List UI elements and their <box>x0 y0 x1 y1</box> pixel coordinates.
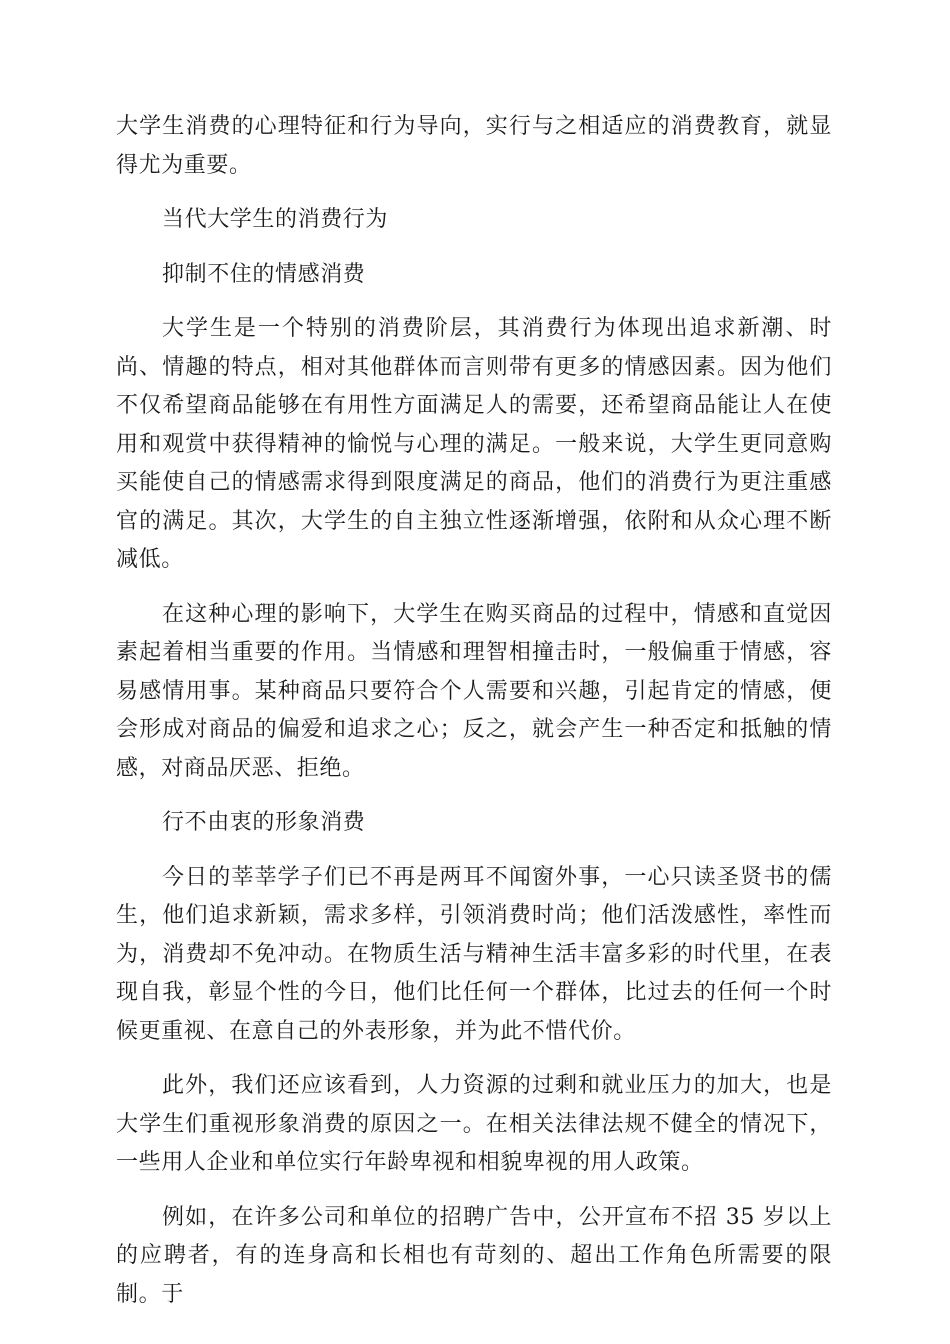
subheading-emotional-consumption: 抑制不住的情感消费 <box>162 261 366 287</box>
subheading-image-consumption: 行不由衷的形象消费 <box>162 810 366 835</box>
paragraph-emotional-2: 在这种心理的影响下，大学生在购买商品的过程中，情感和直觉因素起着相当重要的作用。当情感和理智相撞击时，一般偏重于情感，容易感情用事。某种商品只要符合个人需要和兴趣，引起肯定的情感，便会形成对商品的偏爱和追求之心；反之，就会产生一种否定和抵触的情感，对商品厌恶、拒绝。 <box>116 601 832 781</box>
paragraph-image-3: 例如，在许多公司和单位的招聘广告中，公开宣布不招 35 岁以上的应聘者，有的连身高和长相也有苛刻的、超出工作角色所需要的限制。于 <box>116 1204 832 1307</box>
paragraph-intro: 大学生消费的心理特征和行为导向，实行与之相适应的消费教育，就显得尤为重要。 <box>116 114 832 178</box>
paragraph-image-1: 今日的莘莘学子们已不再是两耳不闻窗外事，一心只读圣贤书的儒生，他们追求新颖，需求多样，引领消费时尚；他们活泼感性，率性而为，消费却不免冲动。在物质生活与精神生活丰富多彩的时代里，在表现自我，彰显个性的今日，他们比任何一个群体，比过去的任何一个时候更重视、在意自己的外表形象，并为此不惜代价。 <box>116 864 832 1044</box>
paragraph-image-2: 此外，我们还应该看到，人力资源的过剩和就业压力的加大，也是大学生们重视形象消费的原因之一。在相关法律法规不健全的情况下，一些用人企业和单位实行年龄卑视和相貌卑视的用人政策。 <box>116 1073 832 1175</box>
paragraph-emotional-1: 大学生是一个特别的消费阶层，其消费行为体现出追求新潮、时尚、情趣的特点，相对其他群体而言则带有更多的情感因素。因为他们不仅希望商品能够在有用性方面满足人的需要，还希望商品能让人在使用和观赏中获得精神的愉悦与心理的满足。一般来说，大学生更同意购买能使自己的情感需求得到限度满足的商品，他们的消费行为更注重感官的满足。其次，大学生的自主独立性逐渐增强，依附和从众心理不断减低。 <box>116 316 832 572</box>
document-body <box>116 108 832 1330</box>
section-heading-consumption-behavior: 当代大学生的消费行为 <box>162 207 389 232</box>
